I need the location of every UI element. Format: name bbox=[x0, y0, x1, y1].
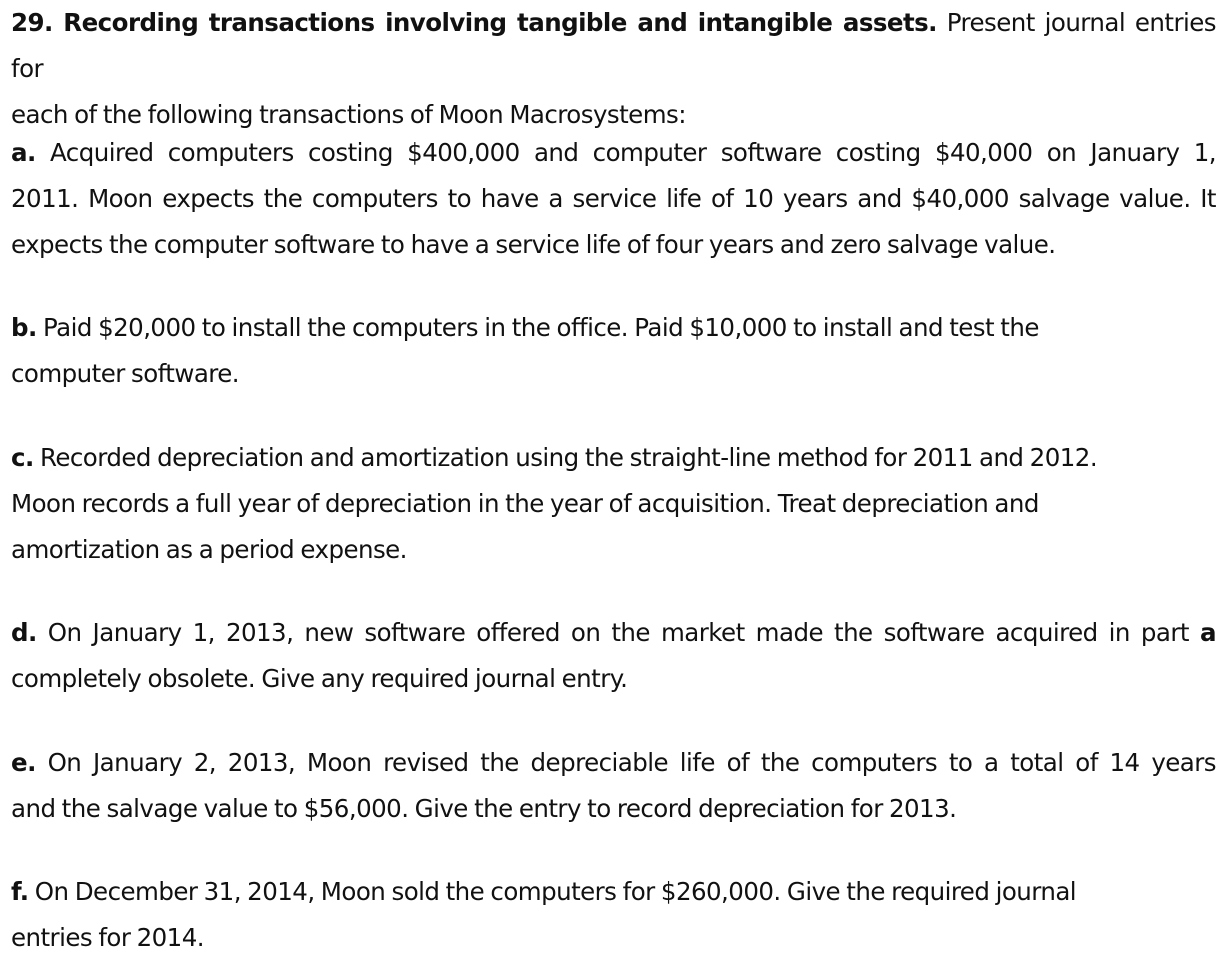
item-d-line-2: completely obsolete. Give any required journal entry. bbox=[11, 664, 628, 693]
item-d-text-1: On January 1, 2013, new software offered on the market made the software acquired in part bbox=[47, 618, 1189, 647]
item-c bbox=[11, 435, 1216, 573]
item-e bbox=[11, 740, 1216, 832]
item-f bbox=[11, 869, 1216, 961]
item-a-text-1: Acquired computers costing $400,000 and computer software costing $40,000 on January 1, bbox=[50, 138, 1216, 167]
item-d-label: d. bbox=[11, 618, 37, 647]
item-b bbox=[11, 305, 1216, 397]
item-d-part-ref: a bbox=[1200, 618, 1216, 647]
item-b-line-2: computer software. bbox=[11, 359, 240, 388]
item-a bbox=[11, 130, 1216, 268]
item-f-label: f. bbox=[11, 877, 29, 906]
item-e-text-1: On January 2, 2013, Moon revised the depreciable life of the computers to a total of 14 years bbox=[47, 748, 1216, 777]
item-d-line-1 bbox=[11, 610, 1216, 656]
problem-title: 29. Recording transactions involving tangible and intangible assets. bbox=[11, 8, 937, 37]
item-c-line-1 bbox=[11, 435, 1216, 481]
problem-intro: Present journal entries for bbox=[11, 8, 1216, 83]
item-a-line-3: expects the computer software to have a service life of four years and zero salvage value. bbox=[11, 230, 1056, 259]
item-f-text-1: On December 31, 2014, Moon sold the computers for $260,000. Give the required journal bbox=[34, 877, 1077, 906]
heading-line-2: each of the following transactions of Moon Macrosystems: bbox=[11, 100, 686, 129]
item-e-line-2: and the salvage value to $56,000. Give the entry to record depreciation for 2013. bbox=[11, 794, 957, 823]
item-e-line-1 bbox=[11, 740, 1216, 786]
item-d bbox=[11, 610, 1216, 702]
item-a-line-2: 2011. Moon expects the computers to have a service life of 10 years and $40,000 salvage value. It bbox=[11, 184, 1216, 213]
item-a-label: a. bbox=[11, 138, 36, 167]
item-b-label: b. bbox=[11, 313, 37, 342]
item-c-line-3: amortization as a period expense. bbox=[11, 535, 407, 564]
item-b-line-1 bbox=[11, 305, 1216, 351]
item-c-label: c. bbox=[11, 443, 34, 472]
item-f-line-1 bbox=[11, 869, 1216, 915]
item-c-line-2: Moon records a full year of depreciation in the year of acquisition. Treat depreciation and bbox=[11, 489, 1039, 518]
item-c-text-1: Recorded depreciation and amortization using the straight-line method for 2011 and 2012. bbox=[39, 443, 1098, 472]
item-e-label: e. bbox=[11, 748, 36, 777]
problem-heading bbox=[11, 0, 1216, 138]
heading-line-1 bbox=[11, 0, 1216, 92]
item-b-text-1: Paid $20,000 to install the computers in the office. Paid $10,000 to install and test the bbox=[43, 313, 1039, 342]
item-f-line-2: entries for 2014. bbox=[11, 923, 204, 952]
item-a-line-1 bbox=[11, 130, 1216, 176]
